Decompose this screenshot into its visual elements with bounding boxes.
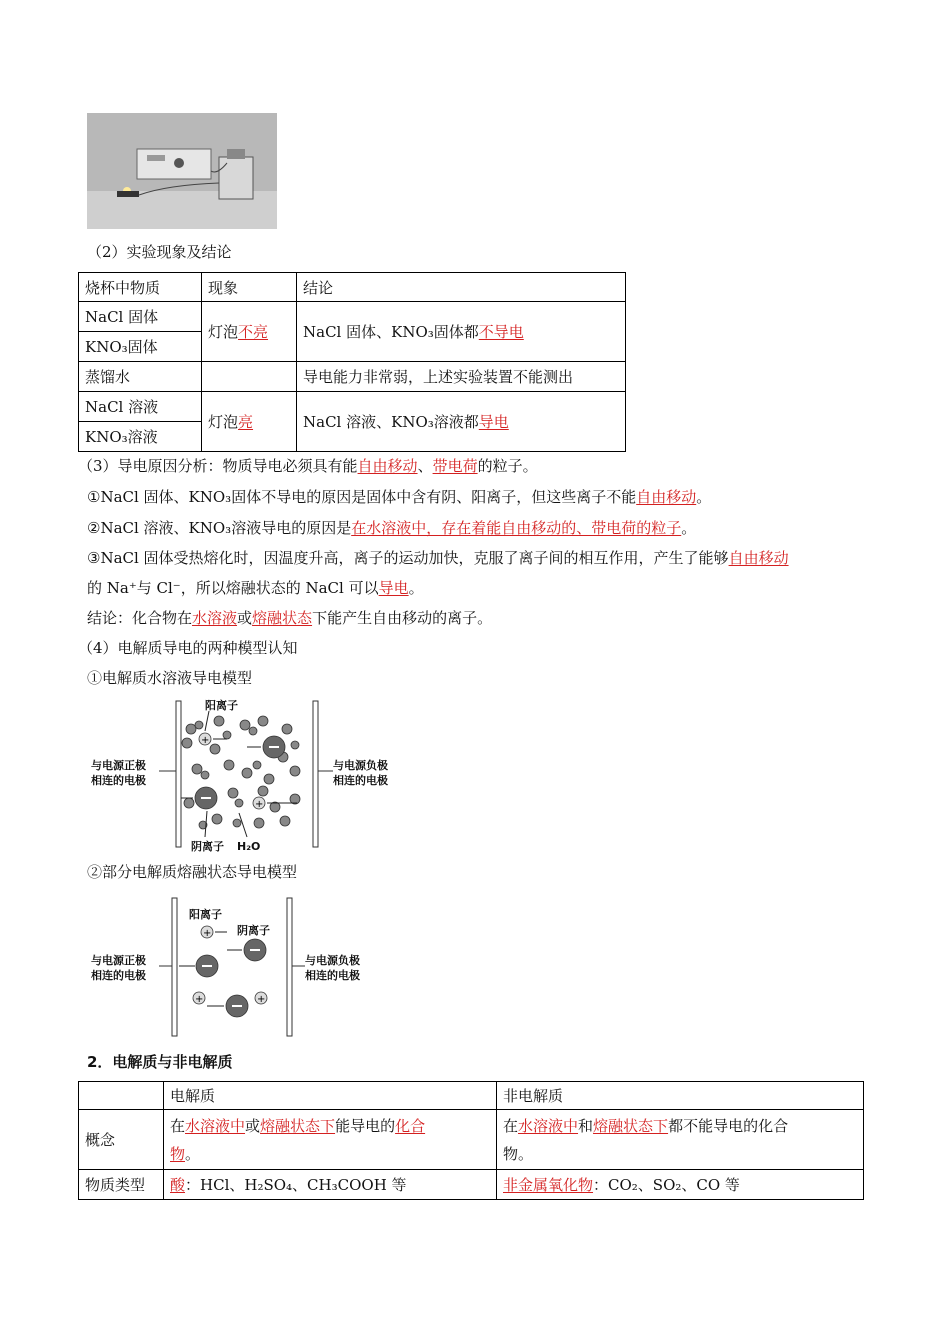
model-2-title: ②部分电解质熔融状态导电模型	[87, 863, 298, 881]
table-cell: 灯泡亮	[202, 392, 297, 452]
apparatus-photo	[87, 113, 277, 229]
table-header: 非电解质	[497, 1082, 864, 1110]
table-cell: 概念	[79, 1110, 164, 1170]
left-electrode-label-2: 相连的电极	[91, 969, 146, 982]
right-electrode-label-1: 与电源负极	[305, 954, 360, 967]
table-cell: 在水溶液中或熔融状态下能导电的化合 物。	[164, 1110, 497, 1170]
table-cell: 酸：HCl、H₂SO₄、CH₃COOH 等	[164, 1170, 497, 1200]
left-electrode-label-2: 相连的电极	[91, 774, 146, 787]
right-electrode-label-2: 相连的电极	[333, 774, 388, 787]
table-cell: 蒸馏水	[79, 362, 202, 392]
model-1-title: ①电解质水溶液导电模型	[87, 669, 253, 687]
left-electrode-label-1: 与电源正极	[91, 759, 146, 772]
svg-text:+: +	[257, 994, 266, 1005]
table-cell	[202, 362, 297, 392]
section-heading-electrolytes: 2．电解质与非电解质	[87, 1053, 233, 1071]
molten-model-diagram	[87, 892, 387, 1042]
svg-text:+: +	[203, 928, 212, 939]
analysis-line-2: ①NaCl 固体、KNO₃固体不导电的原因是固体中含有阴、阳离子，但这些离子不能自由移动。	[87, 488, 712, 506]
table-cell: NaCl 固体	[79, 302, 202, 332]
table-header: 烧杯中物质	[79, 273, 202, 302]
experiment-table	[78, 272, 626, 452]
apparatus-icon	[87, 113, 277, 229]
table-cell: 非金属氧化物：CO₂、SO₂、CO 等	[497, 1170, 864, 1200]
table-header	[79, 1082, 164, 1110]
anion-label: 阴离子	[191, 840, 224, 853]
section-heading-4: （4）电解质导电的两种模型认知	[78, 639, 298, 657]
right-electrode-label-1: 与电源负极	[333, 759, 388, 772]
analysis-line-1: （3）导电原因分析：物质导电必须具有能自由移动、带电荷的粒子。	[78, 457, 538, 475]
anion-label: 阴离子	[237, 924, 270, 937]
table-header: 电解质	[164, 1082, 497, 1110]
table-cell: 导电能力非常弱，上述实验装置不能测出	[297, 362, 626, 392]
left-electrode-label-1: 与电源正极	[91, 954, 146, 967]
table-cell: NaCl 溶液、KNO₃溶液都导电	[297, 392, 626, 452]
analysis-line-5: 的 Na⁺与 Cl⁻，所以熔融状态的 NaCl 可以导电。	[87, 579, 424, 597]
water-label: H₂O	[237, 840, 261, 853]
cation-label: 阳离子	[205, 699, 238, 712]
analysis-line-3: ②NaCl 溶液、KNO₃溶液导电的原因是在水溶液中，存在着能自由移动的、带电荷的粒子。	[87, 519, 697, 537]
svg-text:+: +	[195, 994, 204, 1005]
table-cell: KNO₃溶液	[79, 422, 202, 452]
table-header: 结论	[297, 273, 626, 302]
table-cell: 物质类型	[79, 1170, 164, 1200]
analysis-line-4: ③NaCl 固体受热熔化时，因温度升高，离子的运动加快，克服了离子间的相互作用，产生了能够自由移动	[87, 549, 789, 567]
aqueous-model-diagram	[87, 695, 407, 855]
right-electrode-label-2: 相连的电极	[305, 969, 360, 982]
svg-text:+: +	[201, 735, 210, 746]
table-cell: NaCl 溶液	[79, 392, 202, 422]
table-header: 现象	[202, 273, 297, 302]
section-heading-2: （2）实验现象及结论	[87, 243, 232, 261]
electrolyte-table	[78, 1081, 864, 1200]
table-cell: 灯泡不亮	[202, 302, 297, 362]
svg-text:+: +	[255, 799, 264, 810]
table-cell: NaCl 固体、KNO₃固体都不导电	[297, 302, 626, 362]
table-cell: 在水溶液中和熔融状态下都不能导电的化合 物。	[497, 1110, 864, 1170]
cation-label: 阳离子	[189, 908, 222, 921]
table-cell: KNO₃固体	[79, 332, 202, 362]
conclusion-line: 结论：化合物在水溶液或熔融状态下能产生自由移动的离子。	[87, 609, 493, 627]
